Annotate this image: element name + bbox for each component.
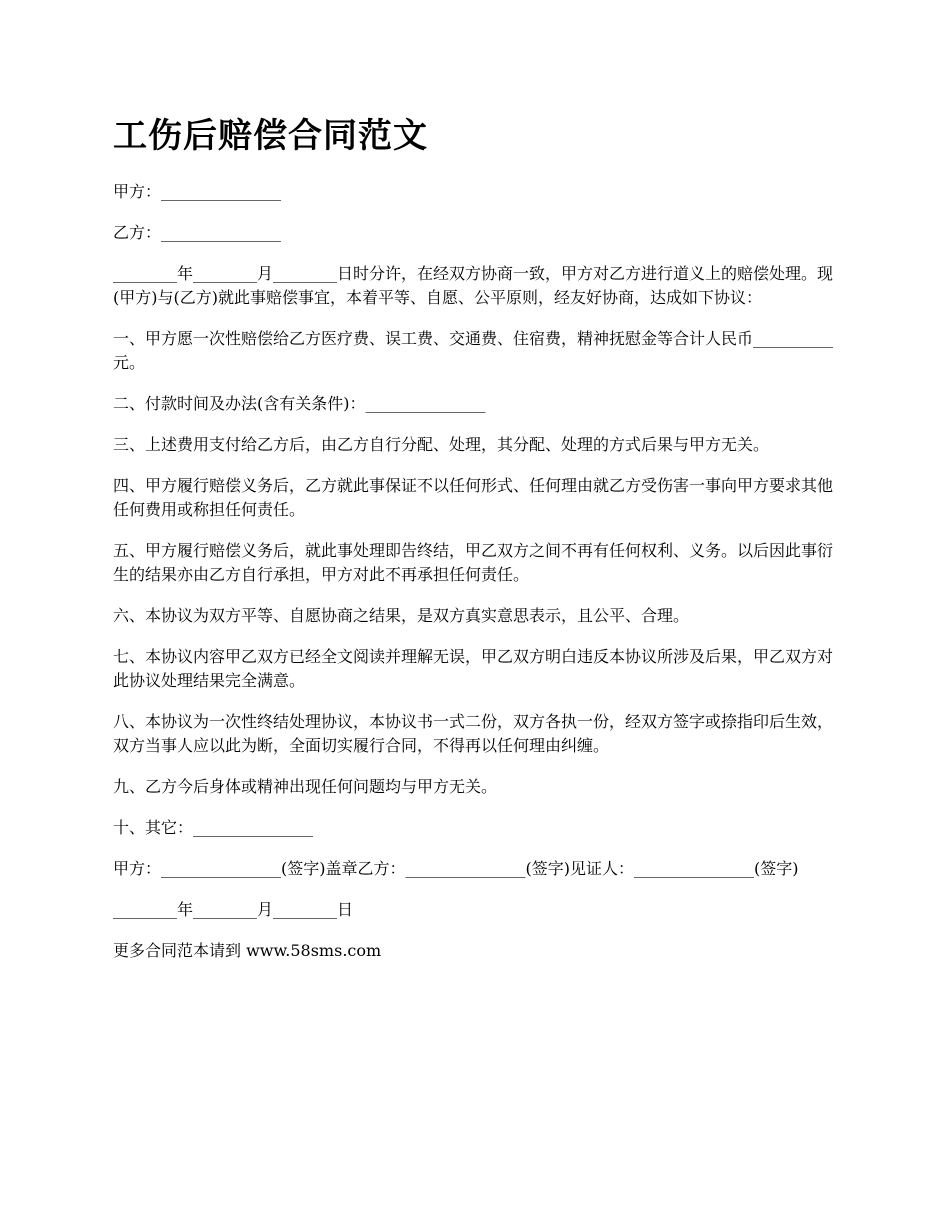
clause-6: 六、本协议为双方平等、自愿协商之结果，是双方真实意思表示，且公平、合理。	[113, 606, 690, 625]
clause-10: 十、其它：_______________	[113, 818, 314, 837]
clause-4: 四、甲方履行赔偿义务后，乙方就此事保证不以任何形式、任何理由就乙方受伤害一事向甲方要求其他任何费用或称担任何责任。	[113, 476, 834, 519]
clause-8: 八、本协议为一次性终结处理协议，本协议书一式二份，双方各执一份，经双方签字或捺指印后生效，双方当事人应以此为断，全面切实履行合同，不得再以任何理由纠缠。	[113, 712, 834, 755]
clause-9: 九、乙方今后身体或精神出现任何问题均与甲方无关。	[113, 777, 498, 796]
date-line: ________年________月________日	[113, 900, 354, 919]
signature-line: 甲方：_______________(签字)盖章乙方：_______________(签字)见证人：_______________(签字)	[113, 859, 799, 878]
document-title: 工伤后赔偿合同范文	[113, 116, 428, 156]
document-page	[113, 112, 843, 980]
party-a-line: 甲方：_______________	[113, 182, 282, 201]
clause-7: 七、本协议内容甲乙双方已经全文阅读并理解无误，甲乙双方明白违反本协议所涉及后果，甲乙双方对此协议处理结果完全满意。	[113, 647, 834, 690]
clause-1: 一、甲方愿一次性赔偿给乙方医疗费、误工费、交通费、住宿费，精神抚慰金等合计人民币__________元。	[113, 329, 834, 372]
clause-5: 五、甲方履行赔偿义务后，就此事处理即告终结，甲乙双方之间不再有任何权利、义务。以后因此事衍生的结果亦由乙方自行承担，甲方对此不再承担任何责任。	[113, 541, 834, 584]
party-b-line: 乙方：_______________	[113, 223, 282, 242]
footer-link-text: 更多合同范本请到 www.58sms.com	[113, 941, 382, 960]
clause-2: 二、付款时间及办法(含有关条件)：_______________	[113, 394, 486, 413]
clause-3: 三、上述费用支付给乙方后，由乙方自行分配、处理，其分配、处理的方式后果与甲方无关。	[113, 435, 770, 454]
preamble-paragraph: ________年________月________日时分许，在经双方协商一致，甲方对乙方进行道义上的赔偿处理。现(甲方)与(乙方)就此事赔偿事宜，本着平等、自愿、公平原则，经友好协商，达成如下协议：	[113, 264, 834, 307]
